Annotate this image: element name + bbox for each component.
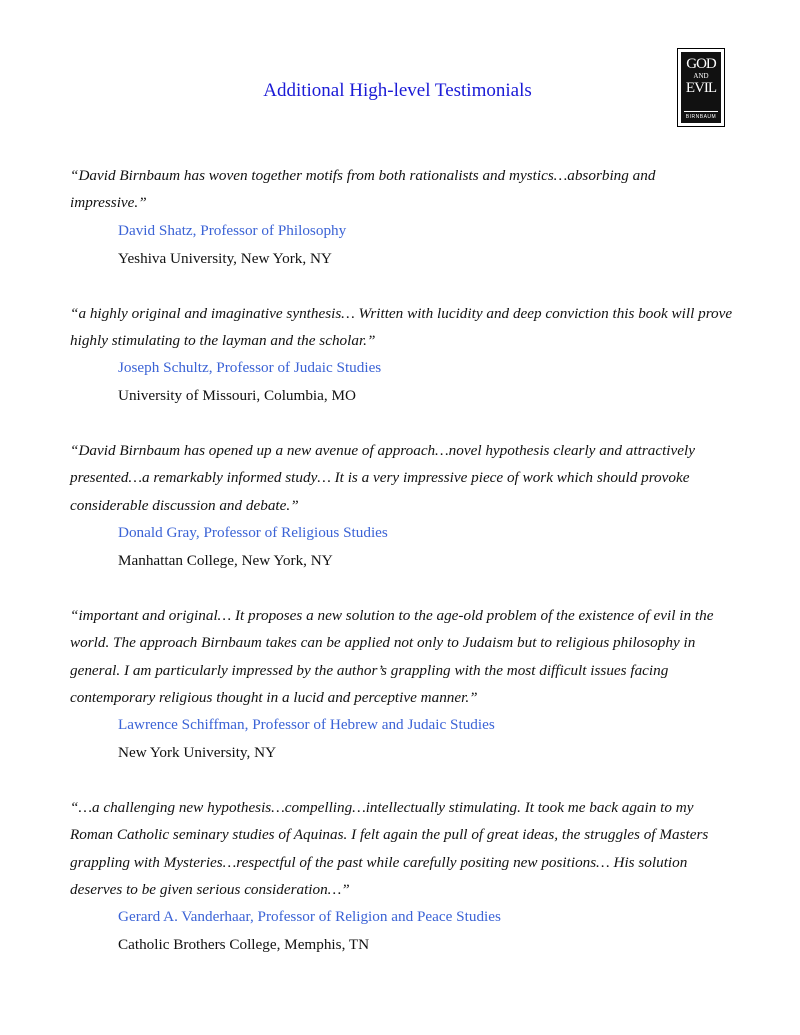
logo-divider — [684, 111, 718, 112]
testimonial-institution: Yeshiva University, New York, NY — [118, 250, 332, 267]
book-logo — [677, 48, 725, 127]
logo-emblem — [681, 52, 721, 123]
testimonial-quote: “David Birnbaum has opened up a new avenue of approach…novel hypothesis clearly and attractively presented…a remarkably informed study… It is a very impressive piece of work which should provoke considerable discussion and debate.” — [70, 442, 695, 514]
testimonial-institution: New York University, NY — [118, 744, 277, 761]
logo-word-evil: EVIL — [685, 80, 717, 96]
logo-word-god: GOD — [686, 56, 716, 72]
logo-word-birnbaum: BIRNBAUM — [685, 114, 717, 120]
testimonial-author: Donald Gray, Professor of Religious Studies — [118, 524, 388, 541]
testimonial-institution: Catholic Brothers College, Memphis, TN — [118, 936, 370, 953]
testimonial-author: Joseph Schultz, Professor of Judaic Studies — [118, 359, 382, 376]
page-title: Additional High-level Testimonials — [263, 80, 532, 101]
testimonial-institution: University of Missouri, Columbia, MO — [118, 387, 356, 404]
testimonial-quote: “important and original… It proposes a new solution to the age-old problem of the existence of evil in the world. The approach Birnbaum takes can be applied not only to Judaism but to religious philosophy in general. I am particularly impressed by the author’s grappling with the most difficult issues facing contemporary religious thought in a lucid and perceptive manner.” — [70, 607, 714, 706]
testimonial-quote: “David Birnbaum has woven together motifs from both rationalists and mystics…absorbing and impressive.” — [70, 167, 656, 212]
testimonial-quote: “a highly original and imaginative synthesis… Written with lucidity and deep conviction this book will prove highly stimulating to the layman and the scholar.” — [70, 305, 733, 350]
testimonial-author: Lawrence Schiffman, Professor of Hebrew and Judaic Studies — [118, 716, 495, 733]
testimonial-author: David Shatz, Professor of Philosophy — [118, 222, 347, 239]
testimonial-author: Gerard A. Vanderhaar, Professor of Religion and Peace Studies — [118, 908, 501, 925]
logo-word-and: AND — [693, 72, 709, 80]
testimonial-institution: Manhattan College, New York, NY — [118, 552, 333, 569]
testimonial-quote: “…a challenging new hypothesis…compelling…intellectually stimulating. It took me back again to my Roman Catholic seminary studies of Aquinas. I felt again the pull of great ideas, the struggles of Masters grappling with Mysteries…respectful of the past while carefully positing new positions… His solution deserves to be given serious consideration…” — [70, 799, 709, 898]
